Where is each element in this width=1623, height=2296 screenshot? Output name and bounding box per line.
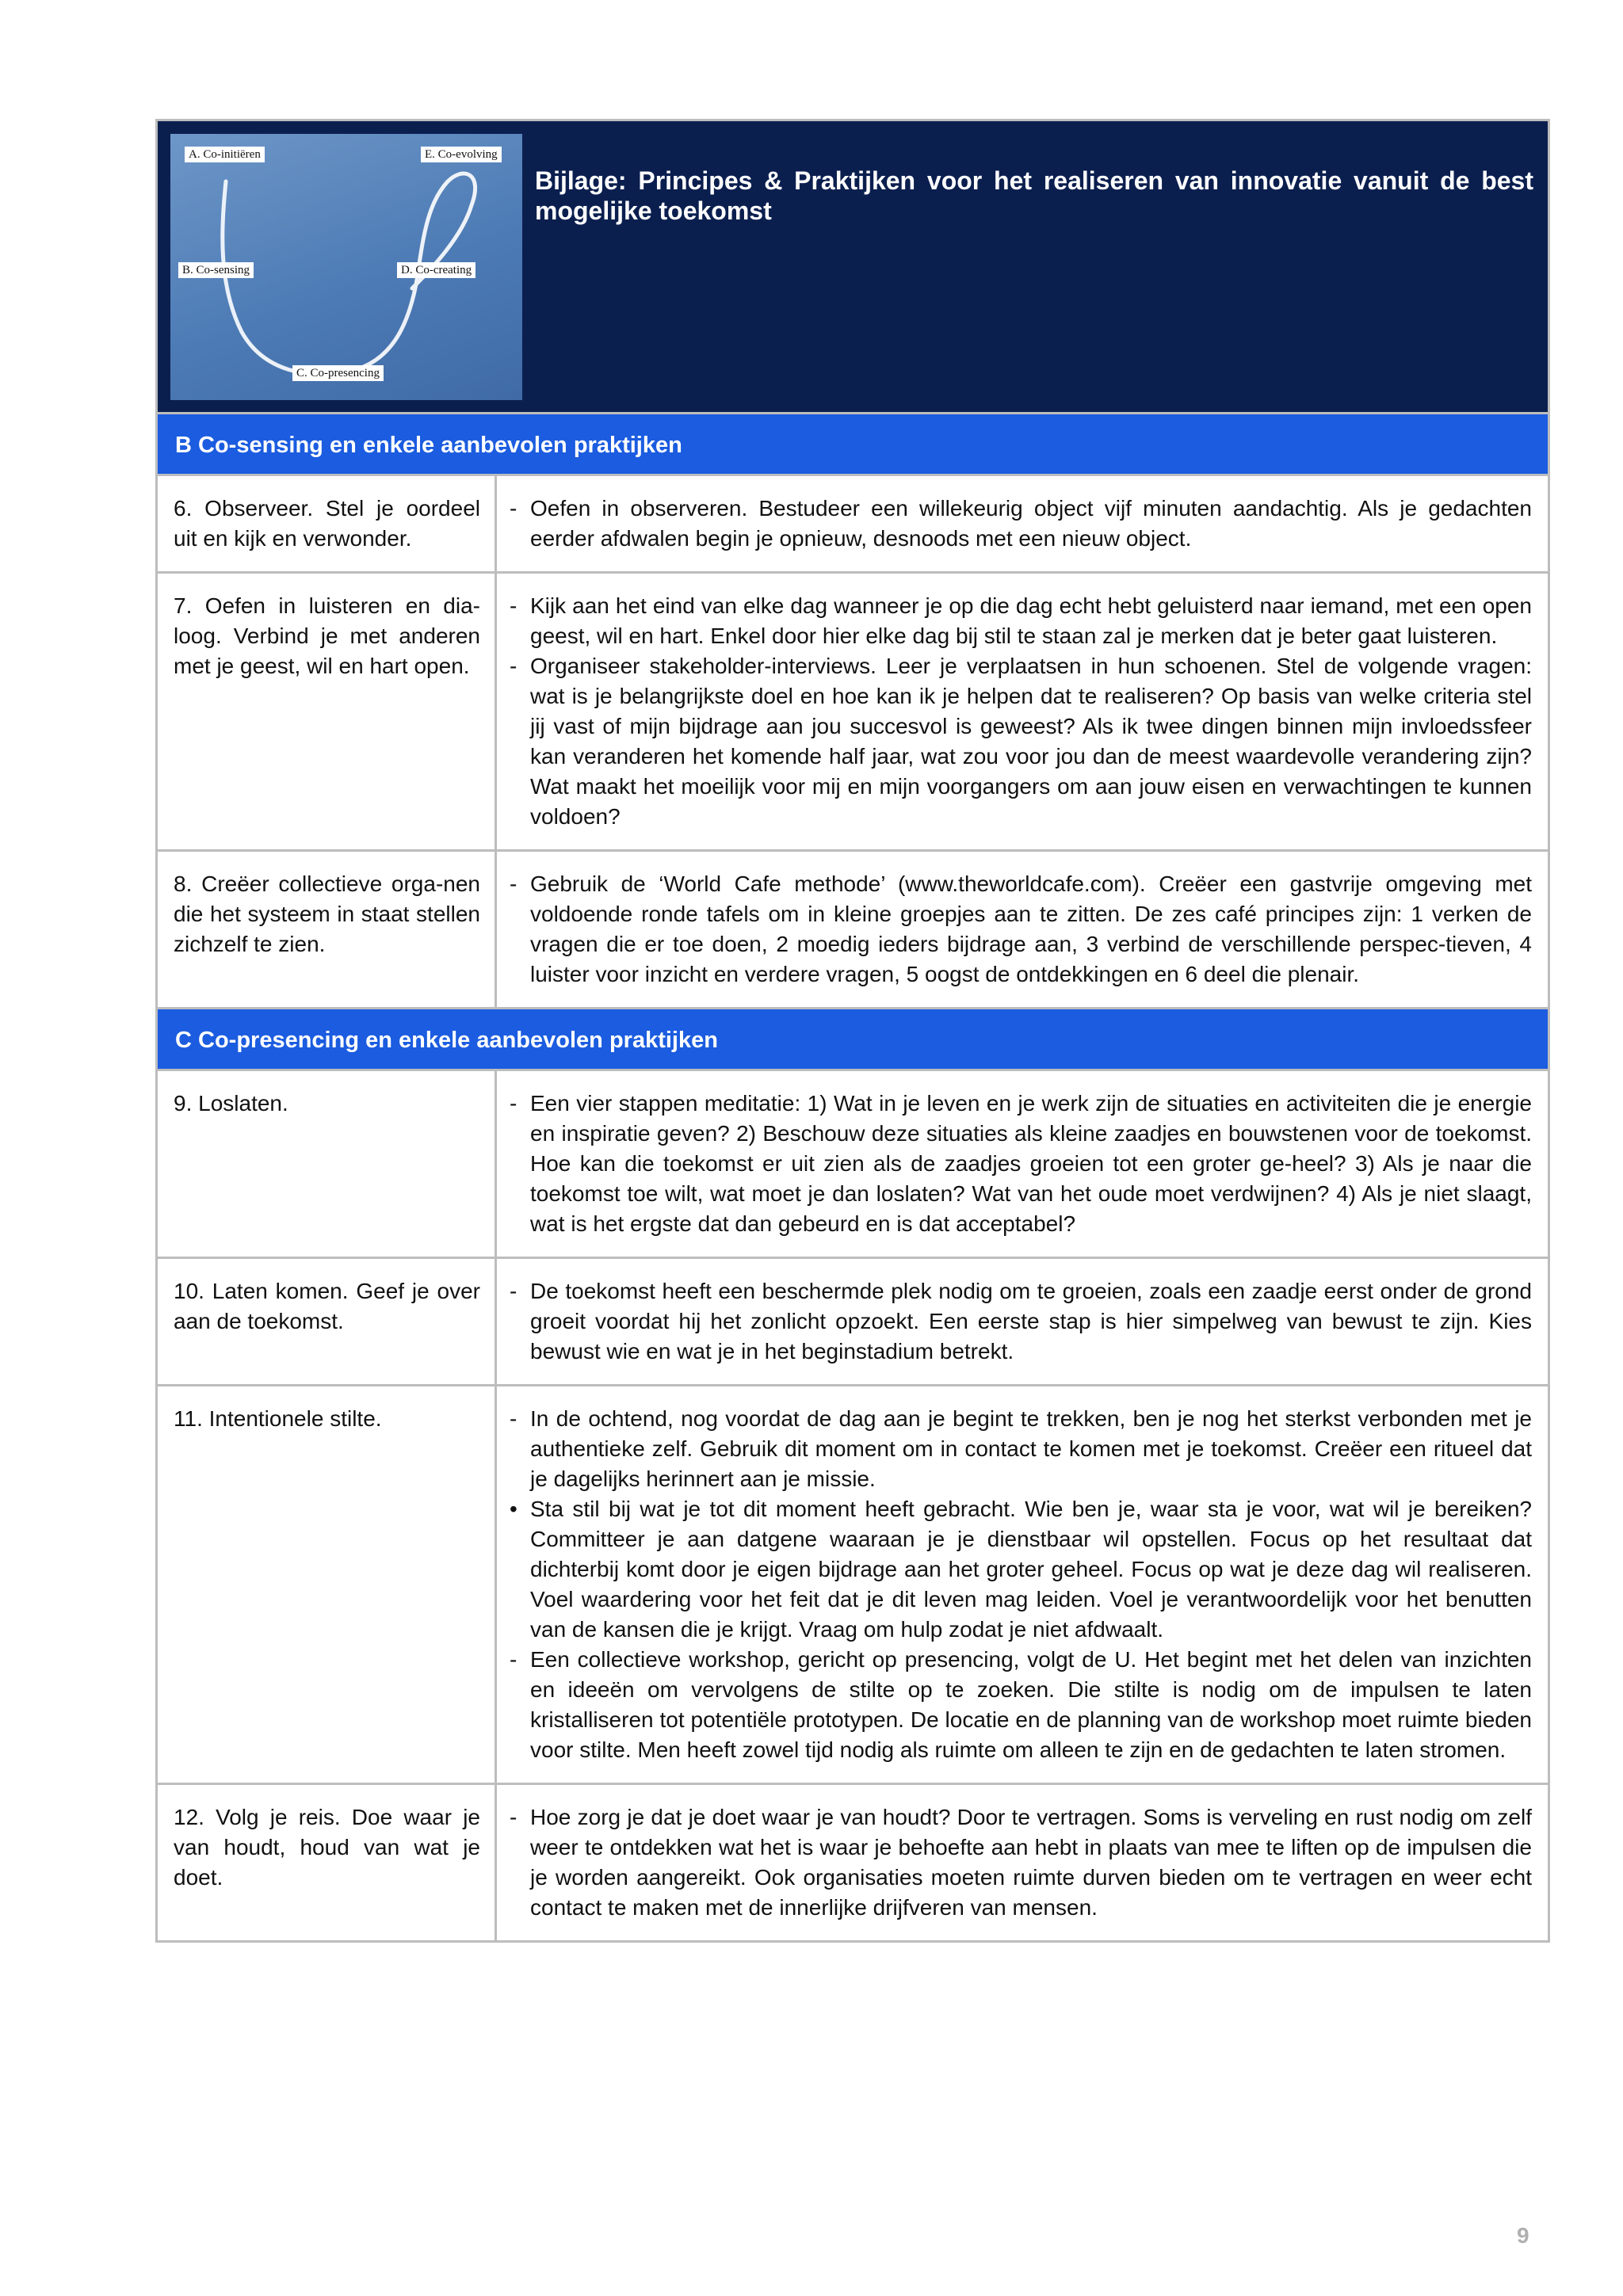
practice-text: Een collectieve workshop, gericht op presencing, volgt de U. Het begint met het delen van inzichten en ideeën om vervolgens de stilte op te zoeken. Die stilte is nodig om de impulsen te laten kristalliseren tot potentiële prototypen. De locatie en de planning van de workshop moet ruimte bieden voor stilte. Men heeft zowel tijd nodig als ruimte om alleen te zijn en de gedachten te laten stromen.: [530, 1647, 1532, 1762]
u-process-logo: [170, 134, 522, 400]
principle-cell: 9. Loslaten.: [158, 1071, 497, 1257]
bullet-marker: -: [510, 1091, 517, 1116]
practice-text: Gebruik de ‘World Cafe methode’ (www.theworldcafe.com). Creëer een gastvrije omgeving met voldoende ronde tafels om in kleine groepjes aan te zitten. De zes café principes zijn: 1 verken de vragen die er toe doen, 2 moedig ieders bijdrage aan, 3 verbind de verschillende perspec-tieven, 4 luister voor inzicht en verdere vragen, 5 oogst de ontdekkingen en 6 deel die plenair.: [530, 871, 1532, 986]
practice-item: [510, 1276, 1532, 1367]
practice-item: [510, 1802, 1532, 1923]
practice-item: [510, 1089, 1532, 1239]
practice-item: [510, 591, 1532, 651]
practice-text: Een vier stappen meditatie: 1) Wat in je leven en je werk zijn de situaties en activiteiten die je energie en inspiratie geven? 2) Beschouw deze situaties als kleine zaadjes en bouwstenen voor de toekomst. Hoe kan die toekomst er uit zien als de zaadjes groeien tot een groter ge-heel? 3) Als je naar die toekomst toe wilt, wat moet je dan loslaten? Wat van het oude moet verdwijnen? 4) Als je niet slaagt, wat is het ergste dat dan gebeurd en is dat acceptabel?: [530, 1091, 1532, 1236]
logo-label-b: B. Co-sensing: [178, 262, 254, 278]
table-row: [158, 1071, 1548, 1259]
principle-cell: 6. Observeer. Stel je oordeel uit en kijk en verwonder.: [158, 476, 497, 571]
logo-label-c: C. Co-presencing: [292, 365, 384, 381]
page-number: 9: [1517, 2223, 1529, 2248]
practice-item: [510, 869, 1532, 990]
bullet-marker: -: [510, 1279, 517, 1303]
page-title: Bijlage: Principes & Praktijken voor het realiseren van innovatie vanuit de best mogelijke toekomst: [535, 166, 1533, 225]
practices-cell: [497, 852, 1548, 1007]
table-row: [158, 852, 1548, 1009]
sections-container: [158, 414, 1548, 1940]
practices-cell: [497, 1259, 1548, 1384]
practice-text: De toekomst heeft een beschermde plek nodig om te groeien, zoals een zaadje eerst onder de grond groeit voordat hij het zonlicht opzoekt. Een eerste stap is hier simpelweg van bewust te zijn. Kies bewust wie en wat je in het beginstadium betrekt.: [530, 1279, 1532, 1363]
practice-text: Oefen in observeren. Bestudeer een willekeurig object vijf minuten aandachtig. Als je gedachten eerder afdwalen begin je opnieuw, desnoods met een nieuw object.: [530, 496, 1532, 551]
practice-item: [510, 1404, 1532, 1494]
bullet-marker: -: [510, 1805, 517, 1829]
practice-text: Organiseer stakeholder-interviews. Leer je verplaatsen in hun schoenen. Stel de volgende vragen: wat is je belangrijkste doel en hoe kan ik je helpen dat te realiseren? Op basis van welke criteria stel jij vast of mijn bijdrage aan jou succesvol is geweest? Als ik twee dingen binnen mijn invloedssfeer kan veranderen het komende half jaar, wat zou voor jou dan de meest waardevolle verandering zijn? Wat maakt het moeilijk voor mij en mijn voorgangers om aan jouw eisen en verwachtingen te kunnen voldoen?: [530, 654, 1532, 829]
principle-cell: 12. Volg je reis. Doe waar je van houdt, houd van wat je doet.: [158, 1785, 497, 1940]
table-row: [158, 574, 1548, 852]
practice-item: [510, 651, 1532, 832]
principle-cell: 7. Oefen in luisteren en dia-loog. Verbind je met anderen met je geest, wil en hart open.: [158, 574, 497, 849]
table-row: [158, 476, 1548, 574]
practices-cell: [497, 476, 1548, 571]
bullet-marker: -: [510, 593, 517, 618]
practices-cell: [497, 1386, 1548, 1783]
logo-label-d: D. Co-creating: [397, 262, 475, 278]
bullet-marker: -: [510, 496, 517, 521]
practice-item: [510, 1494, 1532, 1645]
principle-cell: 8. Creëer collectieve orga-nen die het systeem in staat stellen zichzelf te zien.: [158, 852, 497, 1007]
principle-cell: 11. Intentionele stilte.: [158, 1386, 497, 1783]
bullet-marker: -: [510, 654, 517, 678]
practices-cell: [497, 1785, 1548, 1940]
practice-text: Kijk aan het eind van elke dag wanneer je op die dag echt hebt geluisterd naar iemand, met een open geest, wil en hart. Enkel door hier elke dag bij stil te staan zal je merken dat je beter gaat luisteren.: [530, 593, 1532, 648]
practice-item: [510, 494, 1532, 554]
appendix-table: [155, 119, 1550, 1943]
table-header: [158, 121, 1548, 414]
logo-label-e: E. Co-evolving: [421, 147, 502, 162]
table-row: [158, 1259, 1548, 1386]
section-header: B Co-sensing en enkele aanbevolen praktijken: [158, 414, 1548, 476]
section-header: C Co-presencing en enkele aanbevolen praktijken: [158, 1009, 1548, 1071]
principle-cell: 10. Laten komen. Geef je over aan de toekomst.: [158, 1259, 497, 1384]
logo-label-a: A. Co-initiëren: [185, 147, 265, 162]
practice-item: [510, 1645, 1532, 1765]
table-row: [158, 1386, 1548, 1785]
table-row: [158, 1785, 1548, 1940]
bullet-marker: -: [510, 871, 517, 896]
practice-text: In de ochtend, nog voordat de dag aan je begint te trekken, ben je nog het sterkst verbonden met je authentieke zelf. Gebruik dit moment om in contact te komen met je toekomst. Creëer een ritueel dat je dagelijks herinnert aan je missie.: [530, 1406, 1532, 1491]
bullet-marker: -: [510, 1406, 517, 1431]
bullet-marker: •: [510, 1497, 517, 1521]
practices-cell: [497, 1071, 1548, 1257]
practice-text: Hoe zorg je dat je doet waar je van houdt? Door te vertragen. Soms is verveling en rust nodig om zelf weer te ontdekken wat het is waar je behoefte aan hebt in plaats van mee te liften op de impulsen die je worden aangereikt. Ook organisaties moeten ruimte durven bieden om te vertragen en weer echt contact te maken met de innerlijke drijfveren van mensen.: [530, 1805, 1532, 1920]
practice-text: Sta stil bij wat je tot dit moment heeft gebracht. Wie ben je, waar sta je voor, wat wil je bereiken? Committeer je aan datgene waaraan je je dienstbaar wil opstellen. Focus op het resultaat dat dichterbij komt door je eigen bijdrage aan het groter geheel. Focus op wat je deze dag wil realiseren. Voel waardering voor het feit dat je dit leven mag leiden. Voel je verantwoordelijk voor het benutten van de kansen die je krijgt. Vraag om hulp zodat je niet afdwaalt.: [530, 1497, 1532, 1642]
bullet-marker: -: [510, 1647, 517, 1672]
practices-cell: [497, 574, 1548, 849]
